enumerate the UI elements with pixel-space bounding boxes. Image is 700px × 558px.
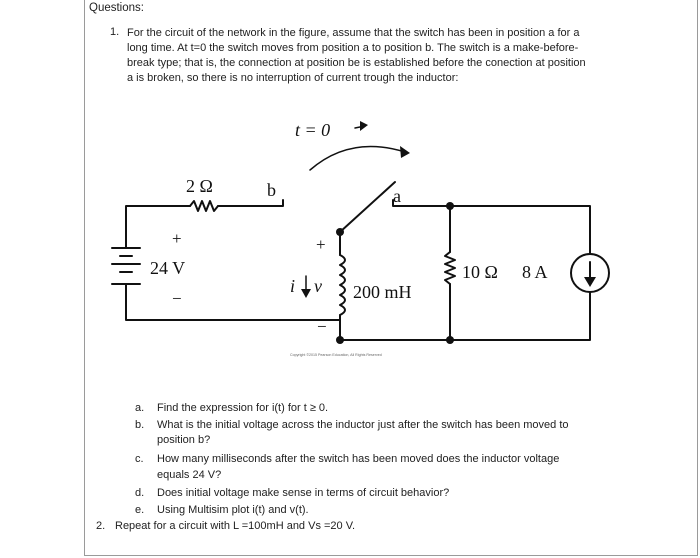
question-1-line: a is broken, so there is no interruption of current trough the inductor:	[127, 72, 459, 84]
node-top-right	[446, 202, 454, 210]
question-1-number: 1.	[110, 26, 120, 38]
subquestion-letter: e.	[135, 504, 145, 516]
question-1-line: long time. At t=0 the switch moves from position a to position b. The switch is a make-before-	[127, 42, 579, 54]
subquestion-line: Does initial voltage make sense in terms of circuit behavior?	[157, 487, 450, 499]
switch-blade	[340, 182, 395, 232]
voltage-label: v	[314, 276, 322, 296]
subquestion-b	[135, 419, 569, 431]
node-bottom-left	[336, 336, 344, 344]
subquestion-d	[135, 487, 449, 499]
current-source-label: 8 A	[522, 262, 548, 282]
node-bottom-right	[446, 336, 454, 344]
wire-a-top	[393, 200, 590, 254]
source-plus-sign: +	[172, 229, 182, 248]
subquestion-c	[135, 453, 559, 465]
question-2-text: Repeat for a circuit with L =100mH and Vs =20 V.	[115, 520, 356, 532]
inductor-minus-sign: −	[317, 317, 327, 336]
copyright-text: Copyright ©2015 Pearson Education, All Rights Reserved	[290, 353, 382, 357]
resistor-10ohm	[445, 252, 455, 284]
current-arrow-head	[301, 289, 311, 298]
switch-arc	[310, 146, 405, 170]
subquestion-line: What is the initial voltage across the inductor just after the switch has been moved to	[157, 419, 569, 431]
subquestion-line: position b?	[157, 434, 211, 446]
source-minus-sign: −	[172, 289, 182, 308]
subquestion-a	[135, 402, 328, 414]
current-source-arrow-head	[584, 277, 596, 287]
questions-header: Questions:	[89, 2, 144, 14]
position-a-label: a	[393, 186, 401, 206]
subquestion-line: How many milliseconds after the switch has been moved does the inductor voltage	[157, 453, 560, 465]
question-1-line: break type; that is, the connection at position be is established before the conection at position	[127, 57, 586, 69]
subquestion-line: equals 24 V?	[157, 469, 222, 481]
subquestion-line: Find the expression for i(t) for t ≥ 0.	[157, 402, 329, 414]
subquestion-letter: c.	[135, 453, 144, 465]
subquestion-letter: b.	[135, 419, 145, 431]
subquestion-e	[135, 504, 309, 516]
switch-time-label: t = 0	[295, 120, 331, 140]
source-voltage-label: 24 V	[150, 258, 186, 278]
inductor-coil	[340, 255, 345, 315]
resistor-2ohm	[190, 201, 218, 211]
question-1-line: For the circuit of the network in the figure, assume that the switch has been in position a for a	[127, 27, 580, 39]
time-arrow-head	[360, 121, 368, 131]
switch-arc-arrow-head	[400, 146, 410, 158]
wire-to-b	[218, 200, 283, 206]
resistor-10ohm-label: 10 Ω	[462, 262, 498, 282]
node-switch-pivot	[336, 228, 344, 236]
inductor-label: 200 mH	[353, 282, 412, 302]
subquestion-letter: a.	[135, 402, 145, 414]
inductor-plus-sign: +	[316, 235, 326, 254]
subquestion-letter: d.	[135, 487, 145, 499]
resistor-2ohm-label: 2 Ω	[186, 176, 213, 196]
current-label: i	[290, 276, 296, 296]
question-2-number: 2.	[96, 520, 106, 532]
position-b-label: b	[267, 180, 276, 200]
subquestion-line: Using Multisim plot i(t) and v(t).	[157, 504, 309, 516]
